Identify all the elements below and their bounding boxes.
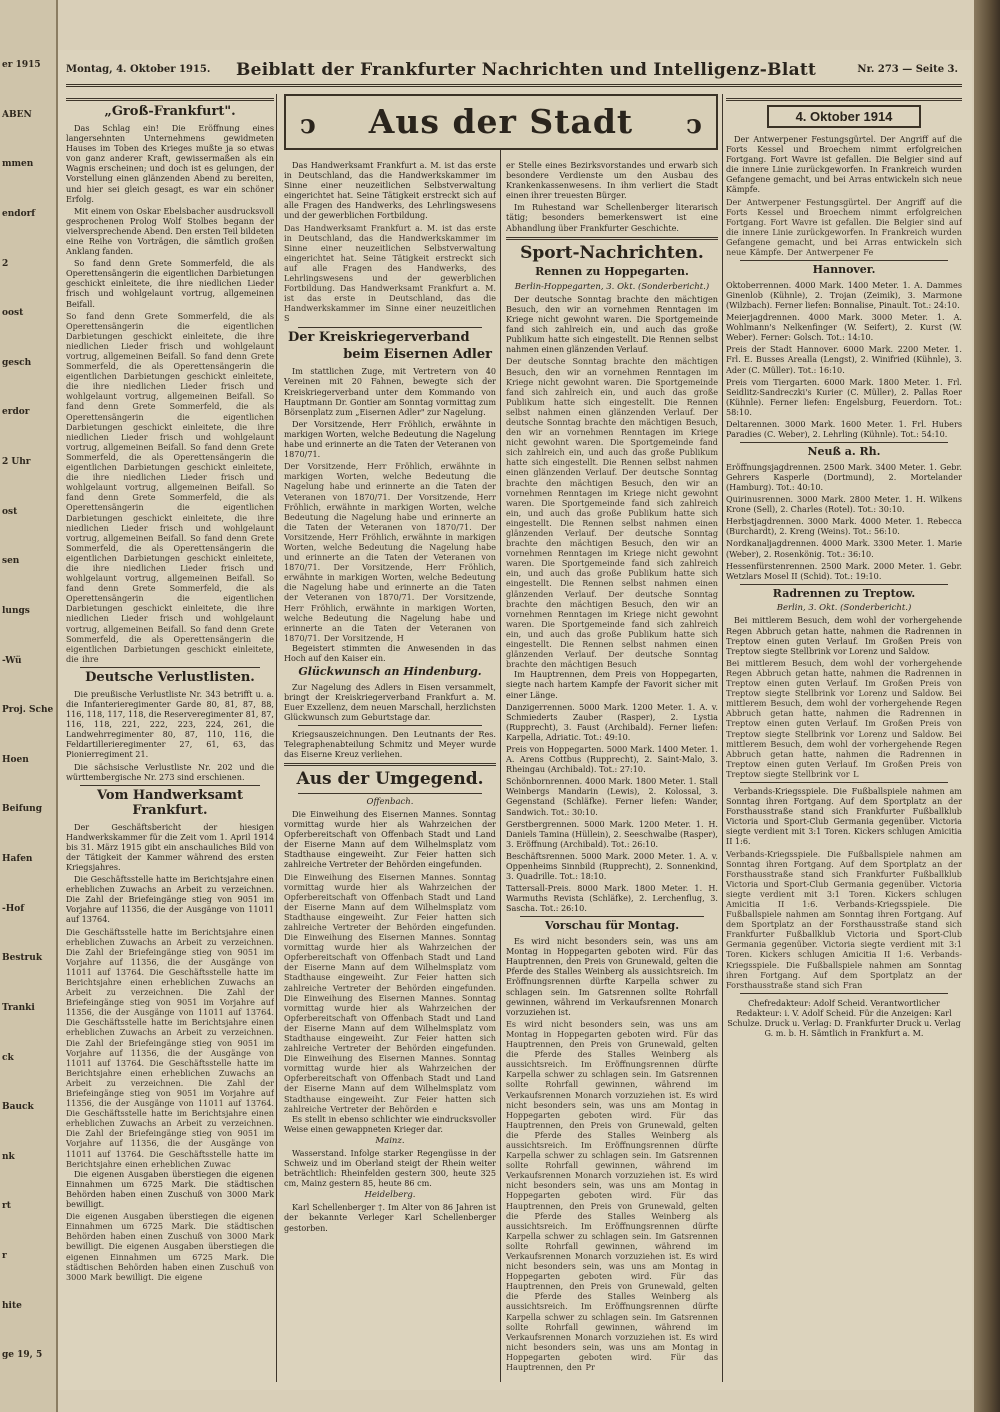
divider bbox=[80, 785, 260, 786]
article-body-continued: Bei mittlerem Besuch, dem wohl der vorhergehende Regen Abbruch getan hatte, nahmen die Radrennen in Treptow einen guten Verlauf. Im Großen Preis von Treptow siegte Stellbrink vor Lorenz und Saldow. Bei mittlerem Besuch, dem wohl der vorhergehende Regen Abbruch getan hatte, nahmen die Radrennen in Treptow einen guten Verlauf. Im Großen Preis von Treptow siegte Stellbrink vor Lorenz und Saldow. Bei mittlerem Besuch, dem wohl der vorhergehende Regen Abbruch getan hatte, nahmen die Radrennen in Treptow einen guten Verlauf. Im Großen Preis von Treptow siegte Stellbrink vor L bbox=[726, 657, 962, 779]
article-paragraph: Die Einweihung des Eisernen Mannes. Sonntag vormittag wurde hier als Wahrzeichen der Opferbereitschaft von Offenbach Stadt und Land der Eiserne Mann auf dem Wilhelmsplatz vom Stadthause eingeweiht. Zur Feier hatten sich zahlreiche Vertreter der Behörden eingefunden. bbox=[284, 808, 496, 870]
article-paragraph: Die sächsische Verlustliste Nr. 202 und die württembergische Nr. 273 sind erschienen. bbox=[66, 761, 274, 782]
divider bbox=[740, 584, 948, 585]
article-heading: Vorschau für Montag. bbox=[544, 919, 680, 933]
article-paragraph: er Stelle eines Bezirksvorstandes und erwarb sich besondere Verdienste um den Ausbau des Krankenkassenwesens. In ihm verliert die Stadt einen ihrer treuesten Bürger. bbox=[506, 160, 718, 201]
article-paragraph: Das Handwerksamt Frankfurt a. M. ist das erste in Deutschland, das die Handwerkskammer im Sinne einer neuzeitlichen Selbstverwaltung eingerichtet hat. Seine Tätigkeit erstreckt sich auf alle Fragen des Handwerks, des Lehrlingswesens und der gewerblichen Fortbildung. bbox=[284, 160, 496, 221]
race-result: Schönbornrennen. 4000 Mark. 1800 Meter. 1. Stall Weinbergs Mandarin (Lewis), 2. Kolossal, 3. Gegenstand (Schläfke). Ferner liefen: Wander, Sandwich. Tot.: 30:10. bbox=[506, 776, 718, 817]
article-paragraph: Die eigenen Ausgaben überstiegen die eigenen Einnahmen um 6725 Mark. Die städtischen Behörden haben einen Zuschuß von 3000 Mark bewilligt. bbox=[66, 1168, 274, 1210]
section-heading: Sport-Nachrichten. bbox=[520, 242, 704, 263]
divider bbox=[80, 667, 260, 668]
race-result: Tattersall-Preis. 8000 Mark. 1800 Meter. 1. H. Warmuths Revista (Schläfke), 2. Lerchenflug, 3. Sascha. Tot.: 26:10. bbox=[506, 883, 718, 914]
article-paragraph: Es stellt in ebenso schlichter wie eindrucksvoller Weise einen gewappneten Krieger dar. bbox=[284, 1113, 496, 1134]
book-spine bbox=[974, 0, 1000, 1412]
strip-word: -Wü bbox=[2, 655, 22, 666]
masthead bbox=[66, 62, 962, 87]
strip-word: Hoen bbox=[2, 754, 29, 765]
race-result: Eröffnungsjagdrennen. 2500 Mark. 3400 Meter. 1. Gebr. Gehrers Kasperle (Dortmund), 2. Mortelander (Hamburg). Tot.: 40:10. bbox=[726, 461, 962, 492]
article-body-continued: Der deutsche Sonntag brachte den mächtigen Besuch, den wir an vornehmen Renntagen im Kriege nicht gewohnt waren. Die Sportgemeinde fand sich zahlreich ein, und auch das große Publikum hatte sich eingestellt. Die Rennen selbst nahmen einen glänzenden Verlauf. Der deutsche Sonntag brachte den mächtigen Besuch, den wir an vornehmen Renntagen im Kriege nicht gewohnt waren. Die Sportgemeinde fand sich zahlreich ein, und auch das große Publikum hatte sich eingestellt. Die Rennen selbst nahmen einen glänzenden Verlauf. Der deutsche Sonntag brachte den mächtigen Besuch, den wir an vornehmen Renntagen im Kriege nicht gewohnt waren. Die Sportgemeinde fand sich zahlreich ein, und auch das große Publikum hatte sich eingestellt. Die Rennen selbst nahmen einen glänzenden Verlauf. Der deutsche Sonntag brachte den mächtigen Besuch, den wir an vornehmen Renntagen im Kriege nicht gewohnt waren. Die Sportgemeinde fand sich zahlreich ein, und auch das große Publikum hatte sich eingestellt. Die Rennen selbst nahmen einen glänzenden Verlauf. Der deutsche Sonntag brachte den mächtigen Besuch, den wir an vornehmen Renntagen im Kriege nicht gewohnt waren. Die Sportgemeinde fand sich zahlreich ein, und auch das große Publikum hatte sich eingestellt. Die Rennen selbst nahmen einen glänzenden Verlauf. Der deutsche Sonntag brachte den mächtigen Besuch bbox=[506, 356, 718, 670]
race-result: Nordkanaljagdrennen. 4000 Mark. 3300 Meter. 1. Marie (Weber), 2. Rosenkönig. Tot.: 36:10. bbox=[726, 538, 962, 559]
strip-word: Bestruk bbox=[2, 953, 43, 964]
strip-word: rt bbox=[2, 1201, 11, 1212]
column-divider bbox=[276, 94, 277, 1382]
race-result: Gerstbergrennen. 5000 Mark. 1200 Meter. 1. H. Daniels Tamina (Hüllein), 2. Seeschwalbe (Rasper), 3. Eröffnung (Archibald). Tot.: 26:10. bbox=[506, 818, 718, 849]
ornament-right-icon: ↄ bbox=[686, 110, 702, 140]
column-1 bbox=[66, 94, 274, 1382]
divider bbox=[740, 260, 948, 261]
race-result: Herbstjagdrennen. 3000 Mark. 4000 Meter. 1. Rebecca (Burchardt), 2. Kreng (Weins). Tot.: 56:10. bbox=[726, 516, 962, 537]
article-body-continued: Die Geschäftsstelle hatte im Berichtsjahre einen erheblichen Zuwachs an Arbeit zu verzeichnen. Die Zahl der Briefeingänge stieg von 9051 im Vorjahre auf 11356, die der Ausgänge von 11011 auf 13764. Die Geschäftsstelle hatte im Berichtsjahre einen erheblichen Zuwachs an Arbeit zu verzeichnen. Die Zahl der Briefeingänge stieg von 9051 im Vorjahre auf 11356, die der Ausgänge von 11011 auf 13764. Die Geschäftsstelle hatte im Berichtsjahre einen erheblichen Zuwachs an Arbeit zu verzeichnen. Die Zahl der Briefeingänge stieg von 9051 im Vorjahre auf 11356, die der Ausgänge von 11011 auf 13764. Die Geschäftsstelle hatte im Berichtsjahre einen erheblichen Zuwachs an Arbeit zu verzeichnen. Die Zahl der Briefeingänge stieg von 9051 im Vorjahre auf 11356, die der Ausgänge von 11011 auf 13764. Die Geschäftsstelle hatte im Berichtsjahre einen erheblichen Zuwachs an Arbeit zu verzeichnen. Die Zahl der Briefeingänge stieg von 9051 im Vorjahre auf 11356, die der Ausgänge von 11011 auf 13764. Die Geschäftsstelle hatte im Berichtsjahre einen erheblichen Zuwac bbox=[66, 926, 274, 1169]
race-result: Meierjagdrennen. 4000 Mark. 3000 Meter. 1. A. Wohlmann's Nelkenfinger (W. Seifert), 2. Kurst (W. Weber). Ferner: Golsch. Tot.: 14:10. bbox=[726, 312, 962, 343]
strip-word: sen bbox=[2, 556, 20, 567]
divider bbox=[740, 993, 948, 994]
strip-word: r bbox=[2, 1251, 7, 1262]
article-heading: Neuß a. Rh. bbox=[807, 445, 881, 459]
telegram-heading: Glückwunsch an Hindenburg. bbox=[298, 665, 482, 679]
strip-word: ge 19, 5 bbox=[2, 1350, 43, 1361]
race-result: Preis vom Tiergarten. 6000 Mark. 1800 Meter. 1. Frl. Seidlitz-Sandreczki's Kurier (C. Müller), 2. Pallas Roer (Kühnle). Ferner liefen: Engelsburg, Feuerdorn. Tot.: 58:10. bbox=[726, 376, 962, 417]
location-heading: Offenbach. bbox=[366, 796, 414, 807]
divider bbox=[506, 237, 718, 240]
article-paragraph: Begeistert stimmten die Anwesenden in das Hoch auf den Kaiser ein. bbox=[284, 642, 496, 663]
strip-word: oost bbox=[2, 308, 24, 319]
article-paragraph: Karl Schellenberger †. Im Alter von 86 Jahren ist der bekannte Verleger Karl Schellenberger gestorben. bbox=[284, 1202, 496, 1233]
strip-word: gesch bbox=[2, 357, 32, 368]
strip-word: Beifung bbox=[2, 804, 43, 815]
column-3 bbox=[506, 94, 718, 1382]
divider bbox=[740, 782, 948, 783]
article-paragraph: Bei mittlerem Besuch, dem wohl der vorhergehende Regen Abbruch getan hatte, nahmen die Radrennen in Treptow einen guten Verlauf. Im Großen Preis von Treptow siegte Stellbrink vor Lorenz und Saldow. bbox=[726, 615, 962, 656]
divider bbox=[740, 442, 948, 443]
article-paragraph: Im stattlichen Zuge, mit Vertretern von 40 Vereinen mit 20 Fahnen, bewegte sich der Kreiskriegerverband unter dem Kommando von Hauptmann Dr. Gontier am Sonntag vormittag zum Börsenplatz zum „Eisernen Adler" zur Nagelung. bbox=[284, 366, 496, 417]
article-heading: Radrennen zu Treptow. bbox=[772, 586, 916, 600]
location-heading: Heidelberg. bbox=[364, 1190, 416, 1201]
date-box: 4. Oktober 1914 bbox=[767, 105, 921, 128]
article-body-continued: Es wird nicht besonders sein, was uns am Montag in Hoppegarten geboten wird. Für das Hauptrennen, den Preis von Grunewald, gelten die Pferde des Stalles Weinberg als aussichtsreich. Im Eröffnungsrennen dürfte Karpella schwer zu schlagen sein. Im Gatsrennen sollte Rohrfall gewinnen, während im Verkaufsrennen Monarch vorzuziehen ist. Es wird nicht besonders sein, was uns am Montag in Hoppegarten geboten wird. Für das Hauptrennen, den Preis von Grunewald, gelten die Pferde des Stalles Weinberg als aussichtsreich. Im Eröffnungsrennen dürfte Karpella schwer zu schlagen sein. Im Gatsrennen sollte Rohrfall gewinnen, während im Verkaufsrennen Monarch vorzuziehen ist. Es wird nicht besonders sein, was uns am Montag in Hoppegarten geboten wird. Für das Hauptrennen, den Preis von Grunewald, gelten die Pferde des Stalles Weinberg als aussichtsreich. Im Eröffnungsrennen dürfte Karpella schwer zu schlagen sein. Im Gatsrennen sollte Rohrfall gewinnen, während im Verkaufsrennen Monarch vorzuziehen ist. Es wird nicht besonders sein, was uns am Montag in Hoppegarten geboten wird. Für das Hauptrennen, den Preis von Grunewald, gelten die Pferde des Stalles Weinberg als aussichtsreich. Im Eröffnungsrennen dürfte Karpella schwer zu schlagen sein. Im Gatsrennen sollte Rohrfall gewinnen, während im Verkaufsrennen Monarch vorzuziehen ist. Es wird nicht besonders sein, was uns am Montag in Hoppegarten geboten wird. Für das Hauptrennen, den Pr bbox=[506, 1018, 718, 1373]
article-paragraph: Wasserstand. Infolge starker Regengüsse in der Schweiz und im Oberland steigt der Rhein weiter beträchtlich: Rheinfelden gestern 300, heute 325 cm, Mainz gestern 85, heute 86 cm. bbox=[284, 1147, 496, 1189]
article-paragraph: Verbands-Kriegsspiele. Die Fußballspiele nahmen am Sonntag ihren Fortgang. Auf dem Sportplatz an der Forsthausstraße stand sich Frankfurter Fußballklub Victoria und Sport-Club Germania gegenüber. Victoria siegte verdient mit 3:1 Toren. Kickers schlugen Amicitia II 1:6. bbox=[726, 785, 962, 847]
article-heading: „Groß-Frankfurt". bbox=[104, 104, 236, 119]
divider bbox=[298, 793, 482, 794]
adjacent-page-strip bbox=[0, 0, 58, 1412]
race-result: Beschäftsrennen. 5000 Mark. 2000 Meter. 1. A. v. Oppenheims Sinnbild (Rupprecht), 2. Sonnenkind, 3. Quadrille. Tot.: 18:10. bbox=[506, 850, 718, 882]
column-2 bbox=[284, 94, 496, 1382]
article-paragraph: Mit einem von Oskar Ebelsbacher ausdrucksvoll gesprochenen Prolog Wolf Stolbes begann der vielversprechende Abend. Den ersten Teil bildeten eine Reihe von Vorträgen, die sämtlich großen Anklang fanden. bbox=[66, 205, 274, 257]
column-divider bbox=[722, 94, 723, 1382]
strip-word: er 1915 bbox=[2, 60, 41, 70]
strip-word: nk bbox=[2, 1151, 15, 1162]
strip-word: 2 bbox=[2, 258, 9, 269]
race-result: Quirinusrennen. 3000 Mark. 2800 Meter. 1. H. Wilkens Krone (Sell), 2. Charles (Rotel). Tot.: 30:10. bbox=[726, 494, 962, 515]
race-result: Preis von Hoppegarten. 5000 Mark. 1400 Meter. 1. A. Arens Cottbus (Rupprecht), 2. Saint-Malo, 3. Rheingau (Archibald). Tot.: 27:10. bbox=[506, 743, 718, 775]
masthead-date: Montag, 4. Oktober 1915. bbox=[66, 64, 211, 75]
imprint: Chefredakteur: Adolf Scheid. Verantwortlicher Redakteur: i. V. Adolf Scheid. Für die Anzeigen: Karl Schulze. Druck u. Verlag: D. Frankfurter Druck u. Verlag G. m. b. H. Sämtlich in Frankfurt a. M. bbox=[727, 997, 961, 1039]
race-result: Deltarennen. 3000 Mark. 1600 Meter. 1. Frl. Hubers Paradies (C. Weber), 2. Lehrling (Kühnle). Tot.: 54:10. bbox=[726, 418, 962, 440]
article-body-continued: Der Vorsitzende, Herr Fröhlich, erwähnte in markigen Worten, welche Bedeutung die Nagelung habe und erinnerte an die Taten der Veteranen von 1870/71. Der Vorsitzende, Herr Fröhlich, erwähnte in markigen Worten, welche Bedeutung die Nagelung habe und erinnerte an die Taten der Veteranen von 1870/71. Der Vorsitzende, Herr Fröhlich, erwähnte in markigen Worten, welche Bedeutung die Nagelung habe und erinnerte an die Taten der Veteranen von 1870/71. Der Vorsitzende, Herr Fröhlich, erwähnte in markigen Worten, welche Bedeutung die Nagelung habe und erinnerte an die Taten der Veteranen von 1870/71. Der Vorsitzende, Herr Fröhlich, erwähnte in markigen Worten, welche Bedeutung die Nagelung habe und erinnerte an die Taten der Veteranen von 1870/71. Der Vorsitzende, H bbox=[284, 461, 496, 643]
column-divider bbox=[500, 94, 501, 1382]
article-paragraph: Die Geschäftsstelle hatte im Berichtsjahre einen erheblichen Zuwachs an Arbeit zu verzeichnen. Die Zahl der Briefeingänge stieg von 9051 im Vorjahre auf 11356, die der Ausgänge von 11011 auf 13764. bbox=[66, 874, 274, 925]
dateline: Berlin, 3. Okt. (Sonderbericht.) bbox=[776, 603, 912, 614]
masthead-title: Beiblatt der Frankfurter Nachrichten und Intelligenz-Blatt bbox=[236, 60, 817, 80]
section-title: Aus der Stadt bbox=[368, 102, 634, 141]
strip-word: Bauck bbox=[2, 1102, 34, 1113]
article-heading: Hannover. bbox=[812, 263, 876, 277]
article-body-continued: Die eigenen Ausgaben überstiegen die eigenen Einnahmen um 6725 Mark. Die städtischen Behörden haben einen Zuschuß von 3000 Mark bewilligt. Die eigenen Ausgaben überstiegen die eigenen Einnahmen um 6725 Mark. Die städtischen Behörden haben einen Zuschuß von 3000 Mark bewilligt. Die eigene bbox=[66, 1211, 274, 1282]
article-paragraph: Es wird nicht besonders sein, was uns am Montag in Hoppegarten geboten wird. Für das Hauptrennen, den Preis von Grunewald, gelten die Pferde des Stalles Weinberg als aussichtsreich. Im Eröffnungsrennen dürfte Karpella schwer zu schlagen sein. Im Gatsrennen sollte Rohrfall gewinnen, während im Verkaufsrennen Monarch vorzuziehen ist. bbox=[506, 936, 718, 1017]
ornament-left-icon: ↄ bbox=[300, 110, 316, 140]
article-paragraph: Das Schlag ein! Die Eröffnung eines langersehnten Unternehmens gewidmeten Hauses im Toben des Krieges mußte ja so etwas von ganz anderer Kraft, gewissermaßen als ein Wagnis erscheinen; und doch ist es gelungen, der Vorstellung einen glänzenden Abend zu bereiten, und hier sei gleich gesagt, es war ein schöner Erfolg. bbox=[66, 122, 274, 204]
race-result: Hessenfürstenrennen. 2500 Mark. 2000 Meter. 1. Gebr. Wetzlars Mosel II (Schid). Tot.: 19:10. bbox=[726, 560, 962, 581]
strip-word: hite bbox=[2, 1300, 22, 1311]
strip-word: ost bbox=[2, 506, 18, 517]
column-4 bbox=[726, 94, 962, 1382]
article-body-continued: So fand denn Grete Sommerfeld, die als Operettensängerin die eigentlichen Darbietungen geschickt einleitete, die ihre niedlichen Lieder frisch und wohlgelaunt vortrug, allgemeinen Beifall. So fand denn Grete Sommerfeld, die als Operettensängerin die eigentlichen Darbietungen geschickt einleitete, die ihre niedlichen Lieder frisch und wohlgelaunt vortrug, allgemeinen Beifall. So fand denn Grete Sommerfeld, die als Operettensängerin die eigentlichen Darbietungen geschickt einleitete, die ihre niedlichen Lieder frisch und wohlgelaunt vortrug, allgemeinen Beifall. So fand denn Grete Sommerfeld, die als Operettensängerin die eigentlichen Darbietungen geschickt einleitete, die ihre niedlichen Lieder frisch und wohlgelaunt vortrug, allgemeinen Beifall. So fand denn Grete Sommerfeld, die als Operettensängerin die eigentlichen Darbietungen geschickt einleitete, die ihre niedlichen Lieder frisch und wohlgelaunt vortrug, allgemeinen Beifall. So fand denn Grete Sommerfeld, die als Operettensängerin die eigentlichen Darbietungen geschickt einleitete, die ihre niedlichen Lieder frisch und wohlgelaunt vortrug, allgemeinen Beifall. So fand denn Grete Sommerfeld, die als Operettensängerin die eigentlichen Darbietungen geschickt einleitete, die ihre niedlichen Lieder frisch und wohlgelaunt vortrug, allgemeinen Beifall. So fand denn Grete Sommerfeld, die als Operettensängerin die eigentlichen Darbietungen geschickt einleitete, die ihre bbox=[66, 310, 274, 664]
article-paragraph: So fand denn Grete Sommerfeld, die als Operettensängerin die eigentlichen Darbietungen geschickt einleitete, die ihre niedlichen Lieder frisch und wohlgelaunt vortrug, allgemeinen Beifall. bbox=[66, 258, 274, 309]
strip-word: mmen bbox=[2, 159, 34, 170]
strip-word: 2 Uhr bbox=[2, 457, 31, 468]
strip-word: ABEN bbox=[2, 109, 32, 120]
article-heading: beim Eisernen Adler bbox=[343, 347, 492, 363]
article-paragraph: Der Geschäftsbericht der hiesigen Handwerkskammer für die Zeit vom 1. April 1914 bis 31. März 1915 gibt ein anschauliches Bild von der Tätigkeit der Kammer während des ersten Kriegsjahres. bbox=[66, 821, 274, 872]
article-paragraph: Die preußische Verlustliste Nr. 343 betrifft u. a. die Infanterieregimenter Garde 80, 81, 87, 88, 116, 118, 117, 118, die Reserveregimenter 81, 87, 116, 118, 221, 222, 223, 224, 261, die Landwehrregimenter 80, 87, 110, 116, die Feldartillerieregimenter 27, 61, 63, das Pionierregiment 21. bbox=[66, 688, 274, 760]
divider bbox=[726, 98, 962, 101]
dateline: Berlin-Hoppegarten, 3. Okt. (Sonderbericht.) bbox=[514, 281, 710, 292]
article-paragraph: Der deutsche Sonntag brachte den mächtigen Besuch, den wir an vornehmen Renntagen im Kriege nicht gewohnt waren. Die Sportgemeinde fand sich zahlreich ein, und auch das große Publikum hatte sich eingestellt. Die Rennen selbst nahmen einen glänzenden Verlauf. bbox=[506, 293, 718, 355]
strip-word: -Hof bbox=[2, 903, 25, 914]
strip-word: erdor bbox=[2, 407, 30, 418]
strip-word: Tranki bbox=[2, 1002, 35, 1013]
article-paragraph: Zur Nagelung des Adlers in Eisen versammelt, bringt der Kreiskriegerverband Frankfurt a. M. Euer Exzellenz, dem neuen Marschall, herzlichsten Glückwunsch zum Geburtstage dar. bbox=[284, 681, 496, 723]
article-body-continued: Der Antwerpener Festungsgürtel. Der Angriff auf die Forts Kessel und Broechem nimmt erfolgreichen Fortgang. Fort Wavre ist gefallen. Die Belgier sind auf die innere Linie zurückgeworfen. In Frankreich wurden Gefangene gemacht, und bei Arras entwickeln sich neue Kämpfe. Der Antwerpener Fe bbox=[726, 196, 962, 258]
masthead-number: Nr. 273 — Seite 3. bbox=[857, 64, 958, 75]
strip-word: Proj. Sche bbox=[2, 705, 54, 716]
article-paragraph: Im Hauptrennen, dem Preis von Hoppegarten, siegte nach hartem Kampfe der Favorit sicher mit einer Länge. bbox=[506, 669, 718, 700]
article-paragraph: Im Ruhestand war Schellenberger literarisch tätig; besonders bemerkenswert ist eine Abhandlung über Frankfurter Geschichte. bbox=[506, 202, 718, 233]
article-body-continued: Die Einweihung des Eisernen Mannes. Sonntag vormittag wurde hier als Wahrzeichen der Opferbereitschaft von Offenbach Stadt und Land der Eiserne Mann auf dem Wilhelmsplatz vom Stadthause eingeweiht. Zur Feier hatten sich zahlreiche Vertreter der Behörden eingefunden. Die Einweihung des Eisernen Mannes. Sonntag vormittag wurde hier als Wahrzeichen der Opferbereitschaft von Offenbach Stadt und Land der Eiserne Mann auf dem Wilhelmsplatz vom Stadthause eingeweiht. Zur Feier hatten sich zahlreiche Vertreter der Behörden eingefunden. Die Einweihung des Eisernen Mannes. Sonntag vormittag wurde hier als Wahrzeichen der Opferbereitschaft von Offenbach Stadt und Land der Eiserne Mann auf dem Wilhelmsplatz vom Stadthause eingeweiht. Zur Feier hatten sich zahlreiche Vertreter der Behörden eingefunden. Die Einweihung des Eisernen Mannes. Sonntag vormittag wurde hier als Wahrzeichen der Opferbereitschaft von Offenbach Stadt und Land der Eiserne Mann auf dem Wilhelmsplatz vom Stadthause eingeweiht. Zur Feier hatten sich zahlreiche Vertreter der Behörden e bbox=[284, 871, 496, 1114]
article-body-continued: Verbands-Kriegsspiele. Die Fußballspiele nahmen am Sonntag ihren Fortgang. Auf dem Sportplatz an der Forsthausstraße stand sich Frankfurter Fußballklub Victoria und Sport-Club Germania gegenüber. Victoria siegte verdient mit 3:1 Toren. Kickers schlugen Amicitia II 1:6. Verbands-Kriegsspiele. Die Fußballspiele nahmen am Sonntag ihren Fortgang. Auf dem Sportplatz an der Forsthausstraße stand sich Frankfurter Fußballklub Victoria und Sport-Club Germania gegenüber. Victoria siegte verdient mit 3:1 Toren. Kickers schlugen Amicitia II 1:6. Verbands-Kriegsspiele. Die Fußballspiele nahmen am Sonntag ihren Fortgang. Auf dem Sportplatz an der Forsthausstraße stand sich Fran bbox=[726, 848, 962, 990]
article-heading: Vom Handwerksamt Frankfurt. bbox=[97, 787, 243, 818]
race-result: Oktoberrennen. 4000 Mark. 1400 Meter. 1. A. Dammes Ginenlob (Kühnle), 2. Trojan (Zeimik), 3. Marmone (Wilzbach). Ferner liefen: Bonnalise, Pinault. Tot.: 24:10. bbox=[726, 279, 962, 310]
article-heading: Der Kreiskriegerverband bbox=[288, 329, 470, 345]
race-result: Danzigerrennen. 5000 Mark. 1200 Meter. 1. A. v. Schmiederts Zauber (Rasper), 2. Lystia (Rupprecht), 3. Faust (Archibald). Ferner liefen: Karpella, Adriatic. Tot.: 49:10. bbox=[506, 701, 718, 742]
section-heading: Aus der Umgegend. bbox=[296, 769, 484, 790]
race-result: Preis der Stadt Hannover. 6000 Mark. 2200 Meter. 1. Frl. E. Busses Arealla (Lengst), 2. Winifried (Kühnle), 3. Ader (C. Müller). Tot.: 16:10. bbox=[726, 344, 962, 375]
article-paragraph: Kriegsauszeichnungen. Den Leutnants der Res. Telegraphenabteilung Schmitz und Meyer wurde das Eiserne Kreuz verliehen. bbox=[284, 729, 496, 760]
article-heading: Deutsche Verlustlisten. bbox=[85, 669, 255, 685]
divider bbox=[298, 725, 482, 726]
location-heading: Mainz. bbox=[375, 1135, 405, 1146]
divider bbox=[298, 327, 482, 328]
strip-word: Hafen bbox=[2, 854, 33, 865]
divider bbox=[66, 98, 274, 101]
article-body-continued: Das Handwerksamt Frankfurt a. M. ist das erste in Deutschland, das die Handwerkskammer im Sinne einer neuzeitlichen Selbstverwaltung eingerichtet hat. Seine Tätigkeit erstreckt sich auf alle Fragen des Handwerks, des Lehrlingswesens und der gewerblichen Fortbildung. Das Handwerksamt Frankfurt a. M. ist das erste in Deutschland, das die Handwerkskammer im Sinne einer neuzeitlichen S bbox=[284, 222, 496, 324]
article-paragraph: Der Vorsitzende, Herr Fröhlich, erwähnte in markigen Worten, welche Bedeutung die Nagelung habe und erinnerte an die Taten der Veteranen von 1870/71. bbox=[284, 418, 496, 460]
divider bbox=[520, 916, 704, 917]
article-paragraph: Der Antwerpener Festungsgürtel. Der Angriff auf die Forts Kessel und Broechem nimmt erfolgreichen Fortgang. Fort Wavre ist gefallen. Die Belgier sind auf die innere Linie zurückgeworfen. In Frankreich wurden Gefangene gemacht, und bei Arras entwickeln sich neue Kämpfe. bbox=[726, 134, 962, 195]
divider bbox=[284, 763, 496, 766]
newspaper-page bbox=[58, 50, 972, 1390]
strip-word: lungs bbox=[2, 605, 30, 616]
strip-word: endorf bbox=[2, 208, 36, 219]
article-heading: Rennen zu Hoppegarten. bbox=[535, 265, 689, 279]
strip-word: ck bbox=[2, 1052, 14, 1063]
